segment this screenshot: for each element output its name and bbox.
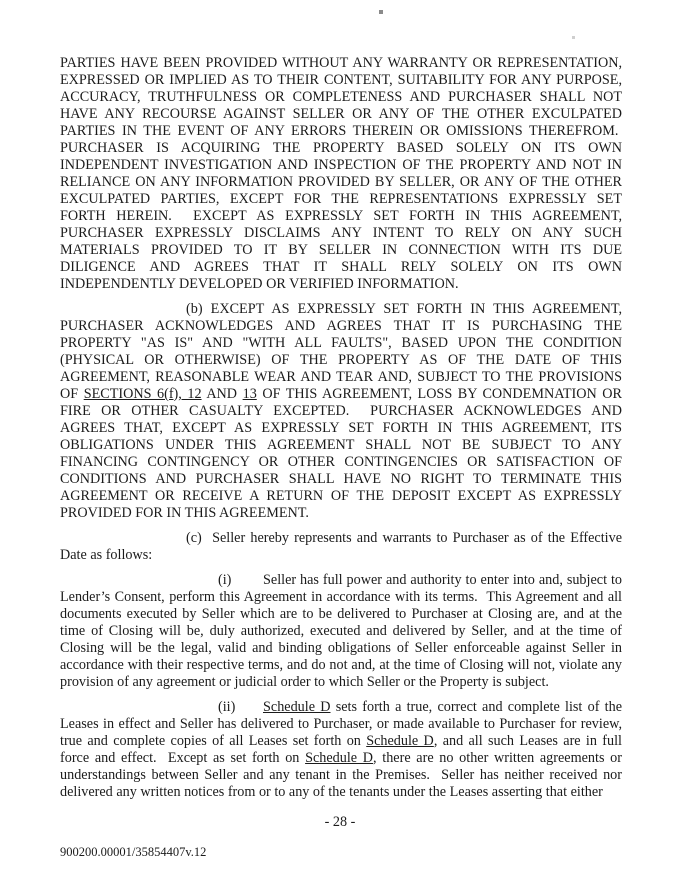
clause-number-ii: (ii) (218, 699, 236, 715)
paragraph-c-seller-representations (60, 530, 622, 564)
text-segment: , there are no other written agreements or understandings between Seller and any tenant in the Premises. Seller has neither received nor delivered any written notices from or to any of the tenants under the Leases asserting that either (60, 750, 622, 800)
underlined-reference: Schedule D (263, 699, 331, 715)
clause-number-i: (i) (218, 572, 232, 588)
paragraph-c-i-authority (60, 572, 622, 691)
clause-i-text (60, 572, 622, 690)
text-segment: AND (201, 386, 243, 402)
paragraph-b-as-is-clause (60, 301, 622, 522)
text-segment: , and all such Leases are in full force and effect. Except as set forth on (60, 733, 622, 766)
page-body-text (60, 55, 622, 801)
text-segment: (c) Seller hereby represents and warrants to Purchaser as of the Effective Date as follows: (60, 530, 622, 563)
scan-artifact-dot (572, 36, 575, 39)
underlined-reference: Schedule D (305, 750, 374, 766)
underlined-reference: 13 (242, 386, 257, 402)
underlined-reference: Schedule D (366, 733, 434, 749)
clause-ii-text (60, 699, 622, 800)
text-segment: Seller has full power and authority to enter into and, subject to Lender’s Consent, perform this Agreement in accordance with its terms. This Agreement and all documents executed by Seller which are to be delivered to Purchaser at Closing are, and at the time of Closing will be, duly authorized, executed and delivered by Seller, and at the time of Closing will be the legal, valid and binding obligations of Seller enforceable against Seller in accordance with their respective terms, and do not and, at the time of Closing will not, violate any provision of any agreement or judicial order to which Seller or the Property is subject. (60, 572, 622, 690)
text-segment: PARTIES HAVE BEEN PROVIDED WITHOUT ANY WARRANTY OR REPRESENTATION, EXPRESSED OR IMPLIED AS TO THEIR CONTENT, SUITABILITY FOR ANY PURPOSE, ACCURACY, TRUTHFULNESS OR COMPLETENESS AND PURCHASER SHALL NOT HAVE ANY RECOURSE AGAINST SELLER OR ANY OF THE OTHER EXCULPATED PARTIES IN THE EVENT OF ANY ERRORS THEREIN OR OMISSIONS THEREFROM. PURCHASER IS ACQUIRING THE PROPERTY BASED SOLELY ON ITS OWN INDEPENDENT INVESTIGATION AND INSPECTION OF THE PROPERTY AND NOT IN RELIANCE ON ANY INFORMATION PROVIDED BY SELLER, OR ANY OF THE OTHER EXCULPATED PARTIES, EXCEPT FOR THE REPRESENTATIONS EXPRESSLY SET FORTH HEREIN. EXCEPT AS EXPRESSLY SET FORTH IN THIS AGREEMENT, PURCHASER EXPRESSLY DISCLAIMS ANY INTENT TO RELY ON ANY SUCH MATERIALS PROVIDED TO IT BY SELLER IN CONNECTION WITH ITS DUE DILIGENCE AND AGREES THAT IT SHALL RELY SOLELY ON ITS OWN INDEPENDENTLY DEVELOPED OR VERIFIED INFORMATION. (60, 55, 622, 292)
paragraph-warranty-disclaimer (60, 55, 622, 293)
text-segment: sets forth a true, correct and complete list of the Leases in effect and Seller has delivered to Purchaser, or made available to Purchaser for review, true and complete copies of all Leases set forth on (60, 699, 622, 749)
text-segment: OF THIS AGREEMENT, LOSS BY CONDEMNATION OR FIRE OR OTHER CASUALTY EXCEPTED. PURCHASER ACKNOWLEDGES AND AGREES THAT, EXCEPT AS EXPRESSLY SET FORTH IN THIS AGREEMENT, ITS OBLIGATIONS UNDER THIS AGREEMENT SHALL NOT BE SUBJECT TO ANY FINANCING CONTINGENCY OR OTHER CONTINGENCIES OR SATISFACTION OF CONDITIONS AND PURCHASER SHALL HAVE NO RIGHT TO TERMINATE THIS AGREEMENT OR RECEIVE A RETURN OF THE DEPOSIT EXCEPT AS EXPRESSLY PROVIDED FOR IN THIS AGREEMENT. (60, 386, 622, 521)
scan-artifact-dot (379, 10, 383, 14)
page-number: - 28 - (324, 814, 356, 830)
paragraph-c-ii-schedule-d (60, 699, 622, 801)
document-id-footer: 900200.00001/35854407v.12 (60, 845, 207, 859)
text-segment: (b) EXCEPT AS EXPRESSLY SET FORTH IN THIS AGREEMENT, PURCHASER ACKNOWLEDGES AND AGREES THAT IT IS PURCHASING THE PROPERTY "AS IS" AND "WITH ALL FAULTS", BASED UPON THE CONDITION (PHYSICAL OR OTHERWISE) OF THE PROPERTY AS OF THE DATE OF THIS AGREEMENT, REASONABLE WEAR AND TEAR AND, SUBJECT TO THE PROVISIONS OF (60, 301, 622, 402)
underlined-reference: SECTIONS 6(f), 12 (83, 386, 202, 402)
